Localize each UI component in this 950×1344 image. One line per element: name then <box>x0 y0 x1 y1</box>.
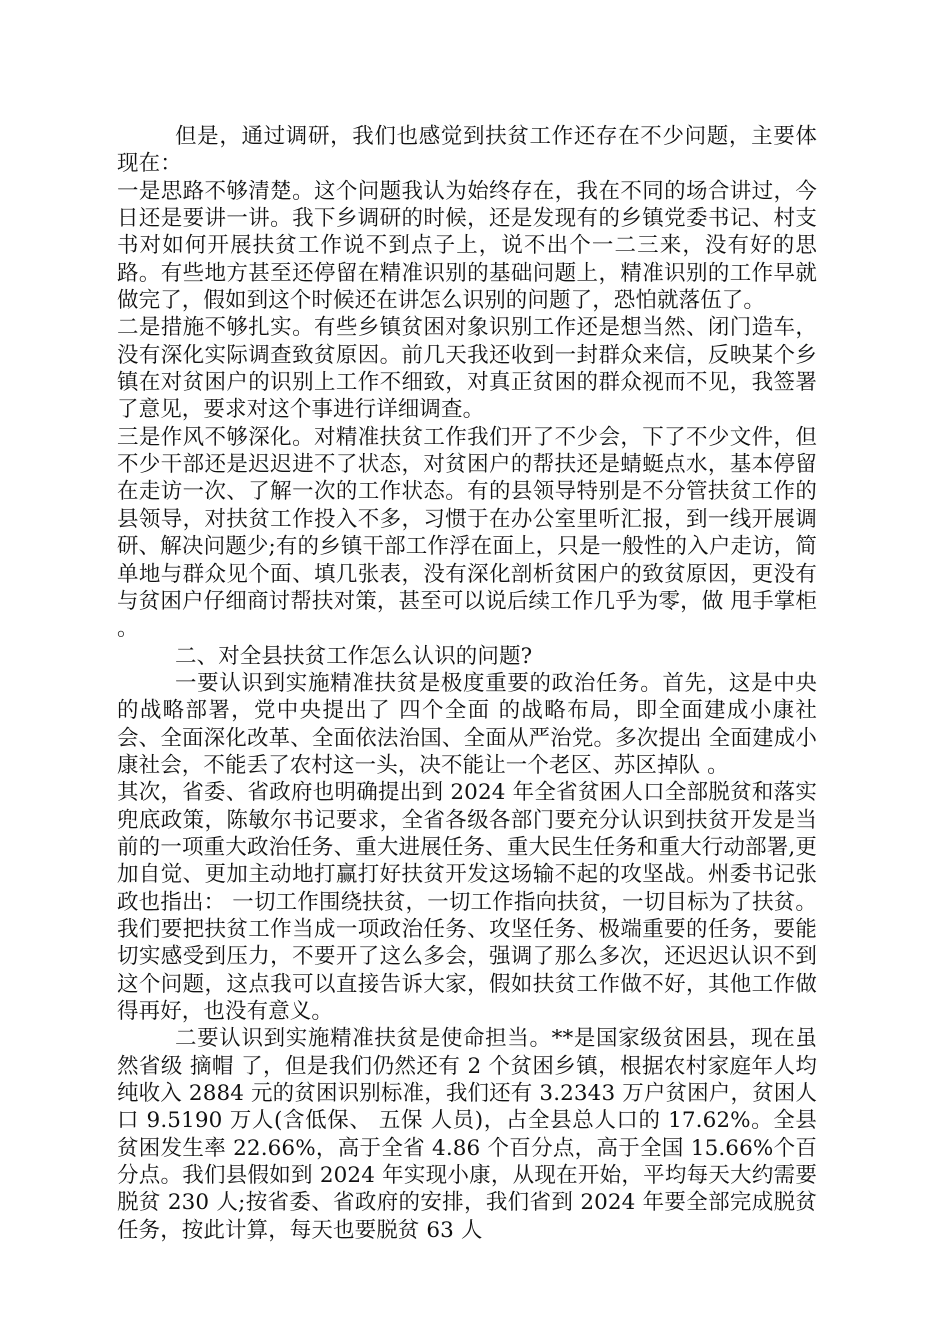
document-body <box>117 123 817 1244</box>
paragraph-point-2: 二要认识到实施精准扶贫是使命担当。**是国家级贫困县，现在虽然省级 摘帽 了，但是我们仍然还有 2 个贫困乡镇，根据农村家庭年人均纯收入 2884 元的贫困识别标准，我们还有 3.2343 万户贫困户，贫困人口 9.5190 万人(含低保、 五保 人员)，占全县总人口的 17.62%。全县贫困发生率 22.66%，高于全省 4.86 个百分点，高于全国 15.66%个百分点。我们县假如到 2024 年实现小康，从现在开始，平均每天大约需要脱贫 230 人;按省委、省政府的安排，我们省到 2024 年要全部完成脱贫任务，按此计算，每天也要脱贫 63 人 <box>117 1026 817 1243</box>
paragraph-problem-2: 二是措施不够扎实。有些乡镇贫困对象识别工作还是想当然、闭门造车，没有深化实际调查致贫原因。前几天我还收到一封群众来信，反映某个乡镇在对贫困户的识别上工作不细致，对真正贫困的群众视而不见，我签署了意见，要求对这个事进行详细调查。 <box>117 315 817 423</box>
paragraph-problem-3: 三是作风不够深化。对精准扶贫工作我们开了不少会，下了不少文件，但不少干部还是迟迟进不了状态，对贫困户的帮扶还是蜻蜓点水，基本停留在走访一次、了解一次的工作状态。有的县领导特别是不分管扶贫工作的县领导，对扶贫工作投入不多，习惯于在办公室里听汇报，到一线开展调研、解决问题少;有的乡镇干部工作浮在面上，只是一般性的入户走访，简单地与群众见个面、填几张表，没有深化剖析贫困户的致贫原因，更没有与贫困户仔细商讨帮扶对策，甚至可以说后续工作几乎为零，做 甩手掌柜 。 <box>117 424 817 642</box>
paragraph-problem-1: 一是思路不够清楚。这个问题我认为始终存在，我在不同的场合讲过，今日还是要讲一讲。我下乡调研的时候，还是发现有的乡镇党委书记、村支书对如何开展扶贫工作说不到点子上，说不出个一二三来，没有好的思路。有些地方甚至还停留在精准识别的基础问题上，精准识别的工作早就做完了，假如到这个时候还在讲怎么识别的问题了，恐怕就落伍了。 <box>117 178 817 314</box>
paragraph-point-1-continued: 其次，省委、省政府也明确提出到 2024 年全省贫困人口全部脱贫和落实兜底政策，陈敏尔书记要求，全省各级各部门要充分认识到扶贫开发是当前的一项重大政治任务、重大进展任务、重大民生任务和重大行动部署,更加自觉、更加主动地打赢打好扶贫开发这场输不起的攻坚战。州委书记张政也指出： 一切工作围绕扶贫，一切工作指向扶贫，一切目标为了扶贫。 我们要把扶贫工作当成一项政治任务、攻坚任务、极端重要的任务，要能切实感受到压力，不要开了这么多会，强调了那么多次，还迟迟认识不到这个问题，这点我可以直接告诉大家，假如扶贫工作做不好，其他工作做得再好，也没有意义。 <box>117 780 817 1024</box>
paragraph-point-1: 一要认识到实施精准扶贫是极度重要的政治任务。首先，这是中央的战略部署，党中央提出了 四个全面 的战略布局，即全面建成小康社会、全面深化改革、全面依法治国、全面从严治党。多次提出 全面建成小康社会，不能丢了农村这一头，决不能让一个老区、苏区掉队 。 <box>117 670 817 778</box>
section-heading: 二、对全县扶贫工作怎么认识的问题? <box>175 643 533 669</box>
paragraph-intro: 但是，通过调研，我们也感觉到扶贫工作还存在不少问题，主要体现在： <box>117 124 817 177</box>
